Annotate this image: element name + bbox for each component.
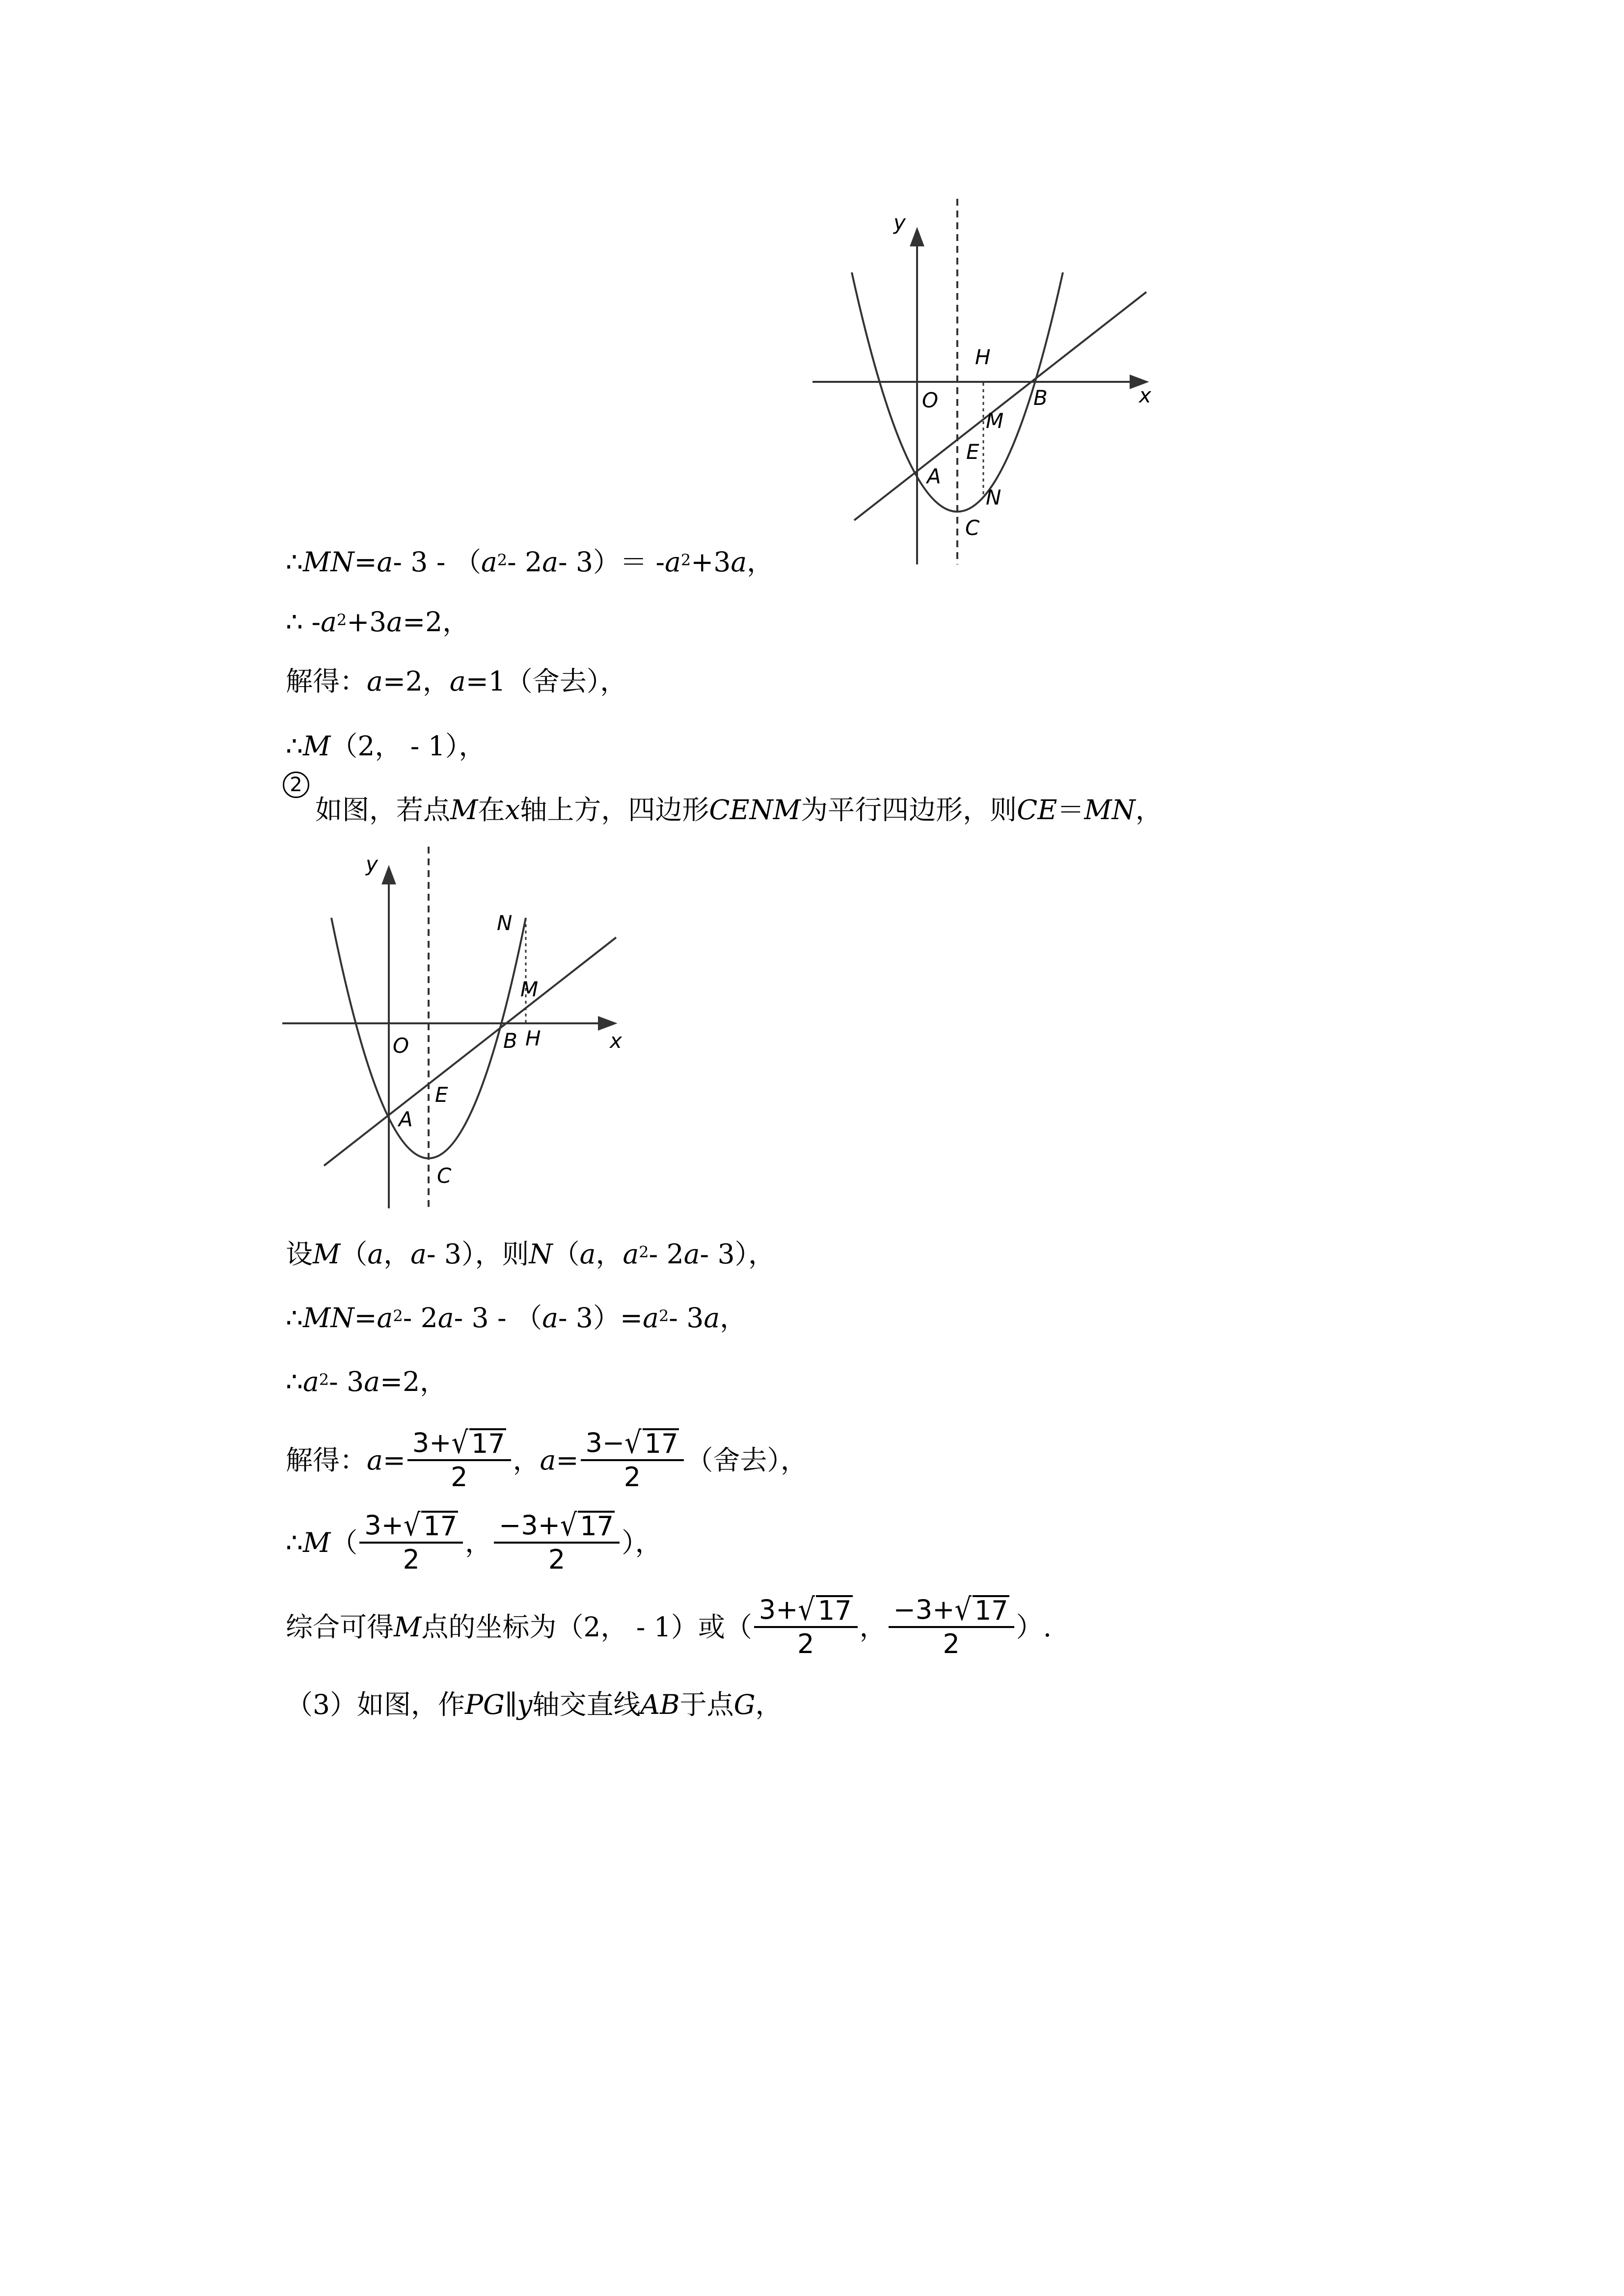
fraction: 3+ √ 17 2 (407, 1427, 511, 1494)
line-12: （3）如图，作 PG ∥ y 轴交直线 AB 于点 G ， (286, 1689, 783, 1720)
figure-1 (805, 191, 1178, 574)
figure-2 (275, 844, 648, 1217)
line-2: ∴ - a $^2$ +3 a =2， (286, 606, 470, 638)
fraction: 3− √ 17 2 (581, 1427, 684, 1494)
fig2-label-m: M (520, 977, 539, 1001)
fig2-label-n: N (497, 911, 513, 935)
fig2-label-h: H (525, 1026, 541, 1050)
fig2-label-x: x (610, 1029, 622, 1053)
fig1-label-y: y (893, 211, 906, 235)
fig1-label-h: H (975, 345, 991, 369)
fig1-label-c: C (965, 516, 980, 540)
fig1-label-n: N (986, 485, 1001, 509)
fraction: 3+ √ 17 2 (754, 1594, 858, 1660)
fraction: −3+ √ 17 2 (494, 1509, 620, 1576)
fig2-label-e: E (435, 1083, 448, 1107)
fig1-y-arrow (911, 230, 923, 245)
fig2-label-a: A (399, 1107, 413, 1131)
fig2-line-ab (324, 937, 616, 1166)
fig1-label-b: B (1033, 386, 1048, 410)
fig1-label-e: E (966, 440, 979, 464)
fig2-label-b: B (503, 1029, 517, 1053)
line-10: ∴ M （ 3+ √ 17 2 ， −3+ √ 17 2 ）， (286, 1507, 662, 1575)
fig1-label-a: A (927, 464, 941, 488)
line-7: ∴ MN = a $^2$ - 2 a - 3 - （ a - 3）= a $^2$ - 3 a ， (286, 1302, 747, 1334)
circled-number-two: 2 (283, 772, 309, 798)
line-3: 解得： a =2， a =1（舍去）， (286, 666, 627, 697)
line-5: 如图，若点 M 在 x 轴上方，四边形 CENM 为平行四边形，则 CE ＝ MN ， (315, 794, 1163, 826)
fig2-y-arrow (383, 868, 395, 883)
fraction: 3+ √ 17 2 (359, 1509, 463, 1576)
line-1: ∴ MN = a - 3 - （ a $^2$ - 2 a - 3）＝ - a $^2$ +3 a ， (286, 546, 774, 578)
fig2-x-arrow (599, 1017, 615, 1029)
fig1-label-m: M (986, 409, 1004, 433)
line-11: 综合可得 M 点的坐标为（2， - 1）或（ 3+ √ 17 2 ， −3+ √ 17 2 ）. (286, 1592, 1052, 1659)
line-4: ∴ M （2， - 1）， (286, 730, 486, 762)
fig1-label-o: O (922, 388, 939, 412)
line-9: 解得： a = 3+ √ 17 2 ， a = 3− √ 17 2 （舍去）， (286, 1425, 808, 1493)
line-8: ∴ a $^2$ - 3 a =2， (286, 1366, 447, 1397)
fig2-label-o: O (393, 1034, 409, 1058)
fraction: −3+ √ 17 2 (889, 1594, 1014, 1660)
fig1-label-x: x (1139, 383, 1151, 407)
fig2-label-c: C (437, 1164, 452, 1188)
line-6: 设 M （ a ， a - 3），则 N （ a ， a $^2$ - 2 a - 3）， (286, 1238, 776, 1270)
fig2-label-y: y (366, 852, 378, 876)
